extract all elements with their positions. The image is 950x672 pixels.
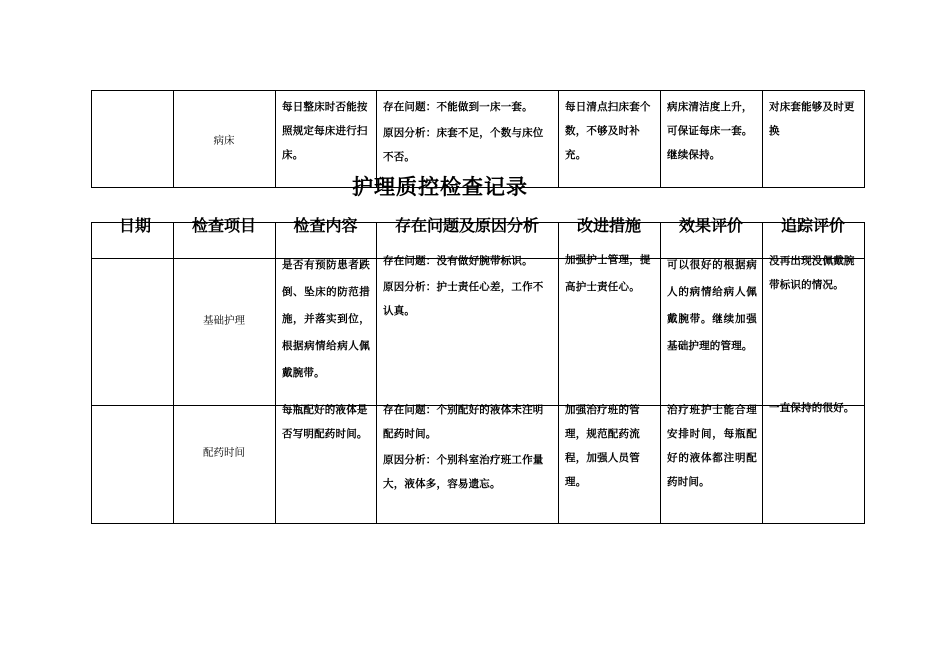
table-border	[275, 222, 276, 524]
item-cell: 基础护理	[203, 314, 245, 327]
header-date: 日期	[118, 216, 151, 235]
table-border	[864, 222, 865, 524]
table-border	[376, 222, 377, 524]
effect-cell: 病床清洁度上升，可保证每床一套。继续保持。	[667, 101, 753, 161]
item-cell: 配药时间	[203, 446, 245, 459]
table-border	[91, 222, 92, 524]
table-border	[91, 90, 864, 91]
problem-text: 存在问题：不能做到一床一套。	[383, 101, 533, 113]
cause-text: 原因分析：个别科室治疗班工作量大，液体多，容易遗忘。	[383, 454, 544, 490]
tracking-cell: 没再出现没佩戴腕带标识的情况。	[769, 255, 855, 291]
table-border	[558, 222, 559, 524]
cause-text: 原因分析：护士责任心差，工作不认真。	[383, 281, 544, 317]
cause-text: 原因分析：床套不足，个数与床位不否。	[383, 127, 544, 163]
table-border	[660, 90, 661, 188]
measures-cell: 每日清点扫床套个数，不够及时补充。	[565, 101, 651, 161]
header-item: 检查项目	[191, 216, 256, 235]
header-measures: 改进措施	[576, 216, 641, 235]
problem-cell	[379, 249, 557, 323]
tracking-cell: 一直保持的很好。	[769, 402, 855, 414]
header-content: 检查内容	[293, 216, 358, 235]
problem-cell	[379, 95, 557, 169]
table-border	[275, 90, 276, 188]
content-cell: 是否有预防患者跌倒、坠床的防范措施，并落实到位，根据病情给病人佩戴腕带。	[282, 259, 370, 379]
measures-cell: 加强护士管理，提高护士责任心。	[565, 254, 651, 293]
table-border	[660, 222, 661, 524]
document-title: 护理质控检查记录	[352, 175, 528, 199]
table-border	[762, 222, 763, 524]
table-border	[173, 222, 174, 524]
table-border	[91, 90, 92, 188]
content-cell: 每瓶配好的液体是否写明配药时间。	[282, 404, 368, 440]
item-cell: 病床	[213, 134, 235, 147]
header-tracking: 追踪评价	[780, 216, 845, 235]
effect-cell: 治疗班护士能合理安排时间，每瓶配好的液体都注明配药时间。	[667, 404, 757, 488]
effect-cell: 可以很好的根据病人的病情给病人佩戴腕带。继续加强基础护理的管理。	[667, 259, 757, 352]
header-problem: 存在问题及原因分析	[394, 216, 539, 235]
table-border	[91, 523, 864, 524]
table-border	[762, 90, 763, 188]
tracking-cell: 对床套能够及时更换	[769, 101, 855, 137]
table-border	[864, 90, 865, 188]
measures-cell: 加强治疗班的管理，规范配药流程，加强人员管理。	[565, 404, 640, 488]
problem-cell	[379, 398, 557, 496]
problem-text: 存在问题：个别配好的液体未注明配药时间。	[383, 404, 544, 440]
problem-text: 存在问题：没有做好腕带标识。	[383, 255, 533, 267]
header-effect: 效果评价	[678, 216, 743, 235]
content-cell: 每日整床时否能按照规定每床进行扫床。	[282, 101, 368, 161]
